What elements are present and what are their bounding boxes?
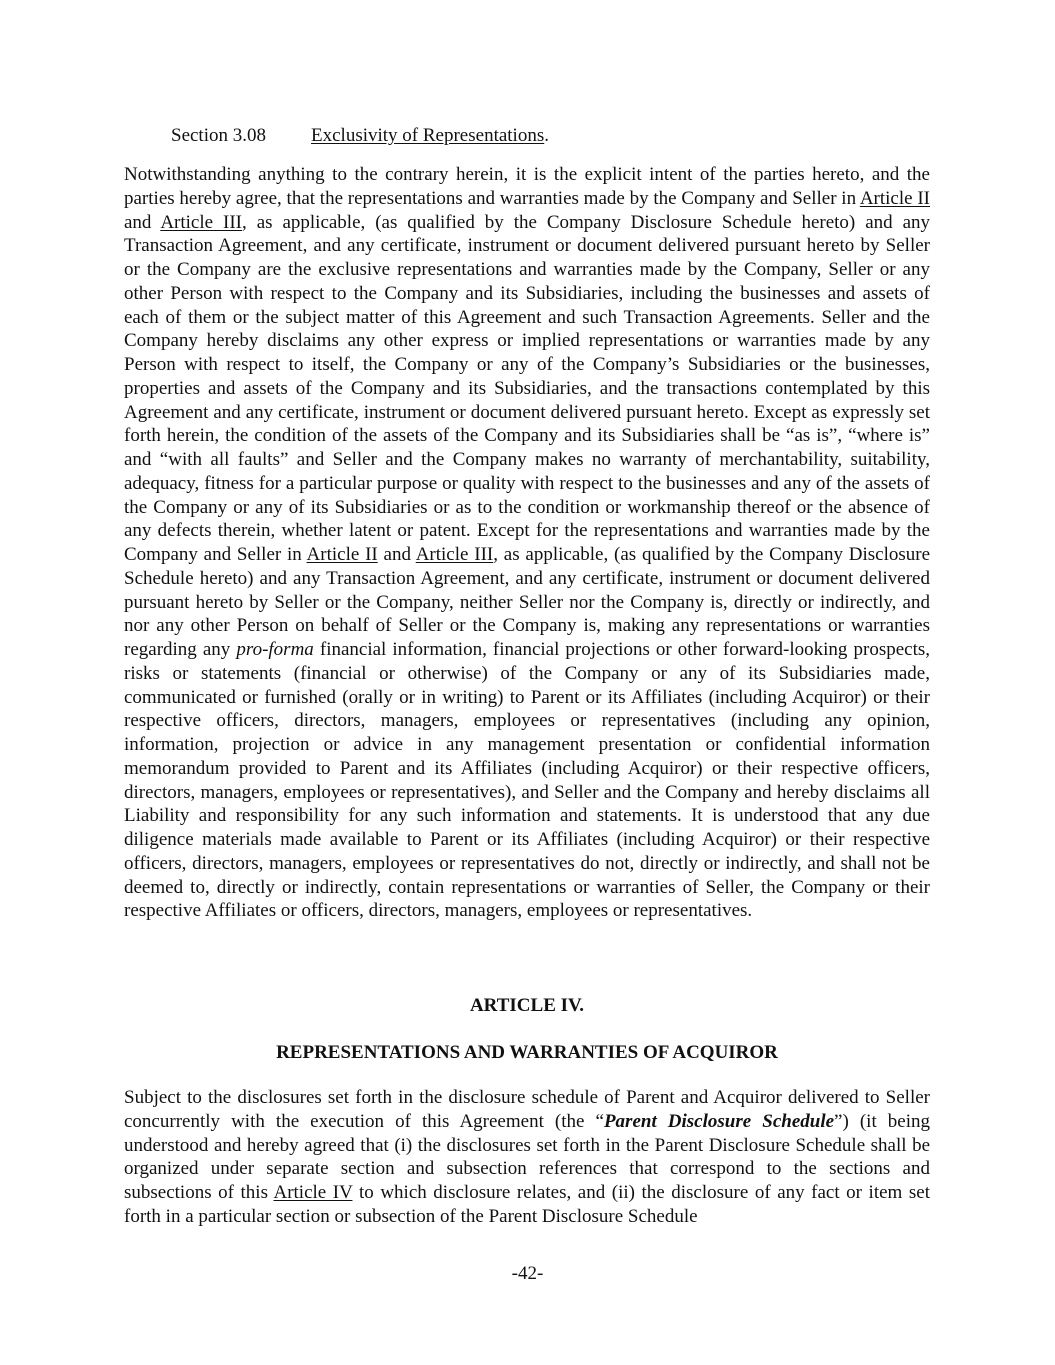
article-title: REPRESENTATIONS AND WARRANTIES OF ACQUIROR [276,1042,778,1063]
section-title-period: . [544,125,549,146]
article-ii-link: Article II [859,187,931,209]
paragraph-text: Subject to the disclosures set forth in the disclosure schedule of Parent and Acquiror delivered to Seller concurrently with the execution of this Agreement (the “ [124,1087,930,1132]
article-iv-link: Article IV [273,1182,353,1203]
paragraph-text: , as applicable, (as qualified by the Company Disclosure Schedule hereto) and any Transaction Agreement, and any certificate, instrument or document delivered pursuant hereto by Seller or the Company, neither Seller nor the Company is, directly or indirectly, and nor any other Person on behalf of Seller or the Company is, making any representations or warranties regarding any [124,544,930,660]
section-title: Exclusivity of Representations [311,125,545,146]
paragraph-text: , as applicable, (as qualified by the Company Disclosure Schedule hereto) and any Transaction Agreement, and any certificate, instrument or document delivered pursuant hereto by Seller or the Company are the exclusive representations and warranties made by the Company, Seller or any other Person with respect to the Company and its Subsidiaries, including the businesses and assets of each of them or the subject matter of this Agreement and such Transaction Agreements. Seller and the Company hereby disclaims any other express or implied representations or warranties made by any Person with respect to itself, the Company or any of the Company’s Subsidiaries or the businesses, properties and assets of the Company and its Subsidiaries, and the transactions contemplated by this Agreement and any certificate, instrument or document delivered pursuant hereto. Except as expressly set forth herein, the condition of the assets of the Company and its Subsidiaries shall be “as is”, “where is” and “with all faults” and Seller and the Company makes no warranty of merchantability, suitability, adequacy, fitness for a particular purpose or quality with respect to the businesses and any of the assets of the Company or any of its Subsidiaries or as to the condition or workmanship thereof or the absence of any defects therein, whether latent or patent. Except for the representations and warranties made by the Company and Seller in [124,211,930,565]
paragraph-text: financial information, financial projections or other forward-looking prospects, risks or statements (financial or otherwise) of the Company or any of its Subsidiaries made, communicated or furnished (orally or in writing) to Parent or its Affiliates (including Acquiror) or their respective officers, directors, managers, employees or representatives (including any opinion, information, projection or advice in any management presentation or confidential information memorandum provided to Parent and its Affiliates (including Acquiror) or their respective officers, directors, managers, employees or representatives), and Seller and the Company and hereby disclaims all Liability and responsibility for any such information and statements. It is understood that any due diligence materials made available to Parent or its Affiliates (including Acquiror) or their respective officers, directors, managers, employees or representatives do not, directly or indirectly, and shall not be deemed to, directly or indirectly, contain representations or warranties of Seller, the Company or their respective Affiliates or officers, directors, managers, employees or representatives. [124,639,931,922]
paragraph-text: ”) (it being understood and hereby agreed that (i) the disclosures set forth in the Parent Disclosure Schedule shall be organized under separate section and subsection references that correspond to the sections and subsections of this [124,1110,931,1203]
article-ii-link: Article II [306,544,378,565]
body-paragraph-article-iv-intro [124,1086,930,1229]
pro-forma-term: pro-forma [236,639,314,660]
section-heading [171,124,549,148]
article-iii-link: Article III [415,544,494,565]
article-number: ARTICLE IV. [469,995,585,1016]
paragraph-text: and [377,544,416,565]
page-number: -42- [511,1263,544,1284]
paragraph-text: Notwithstanding anything to the contrary herein, it is the explicit intent of the parties hereto, and the parties hereby agree, that the representations and warranties made by the Company and Seller in [124,164,930,209]
article-iii-link: Article III [160,211,242,233]
section-number: Section 3.08 [171,125,266,146]
body-paragraph-exclusivity [124,163,930,923]
paragraph-text: and [124,211,161,233]
defined-term-parent-disclosure-schedule: Parent Disclosure Schedule [603,1110,835,1132]
paragraph-text: to which disclosure relates, and (ii) the disclosure of any fact or item set forth in a particular section or subsection of the Parent Disclosure Schedule [124,1182,930,1227]
